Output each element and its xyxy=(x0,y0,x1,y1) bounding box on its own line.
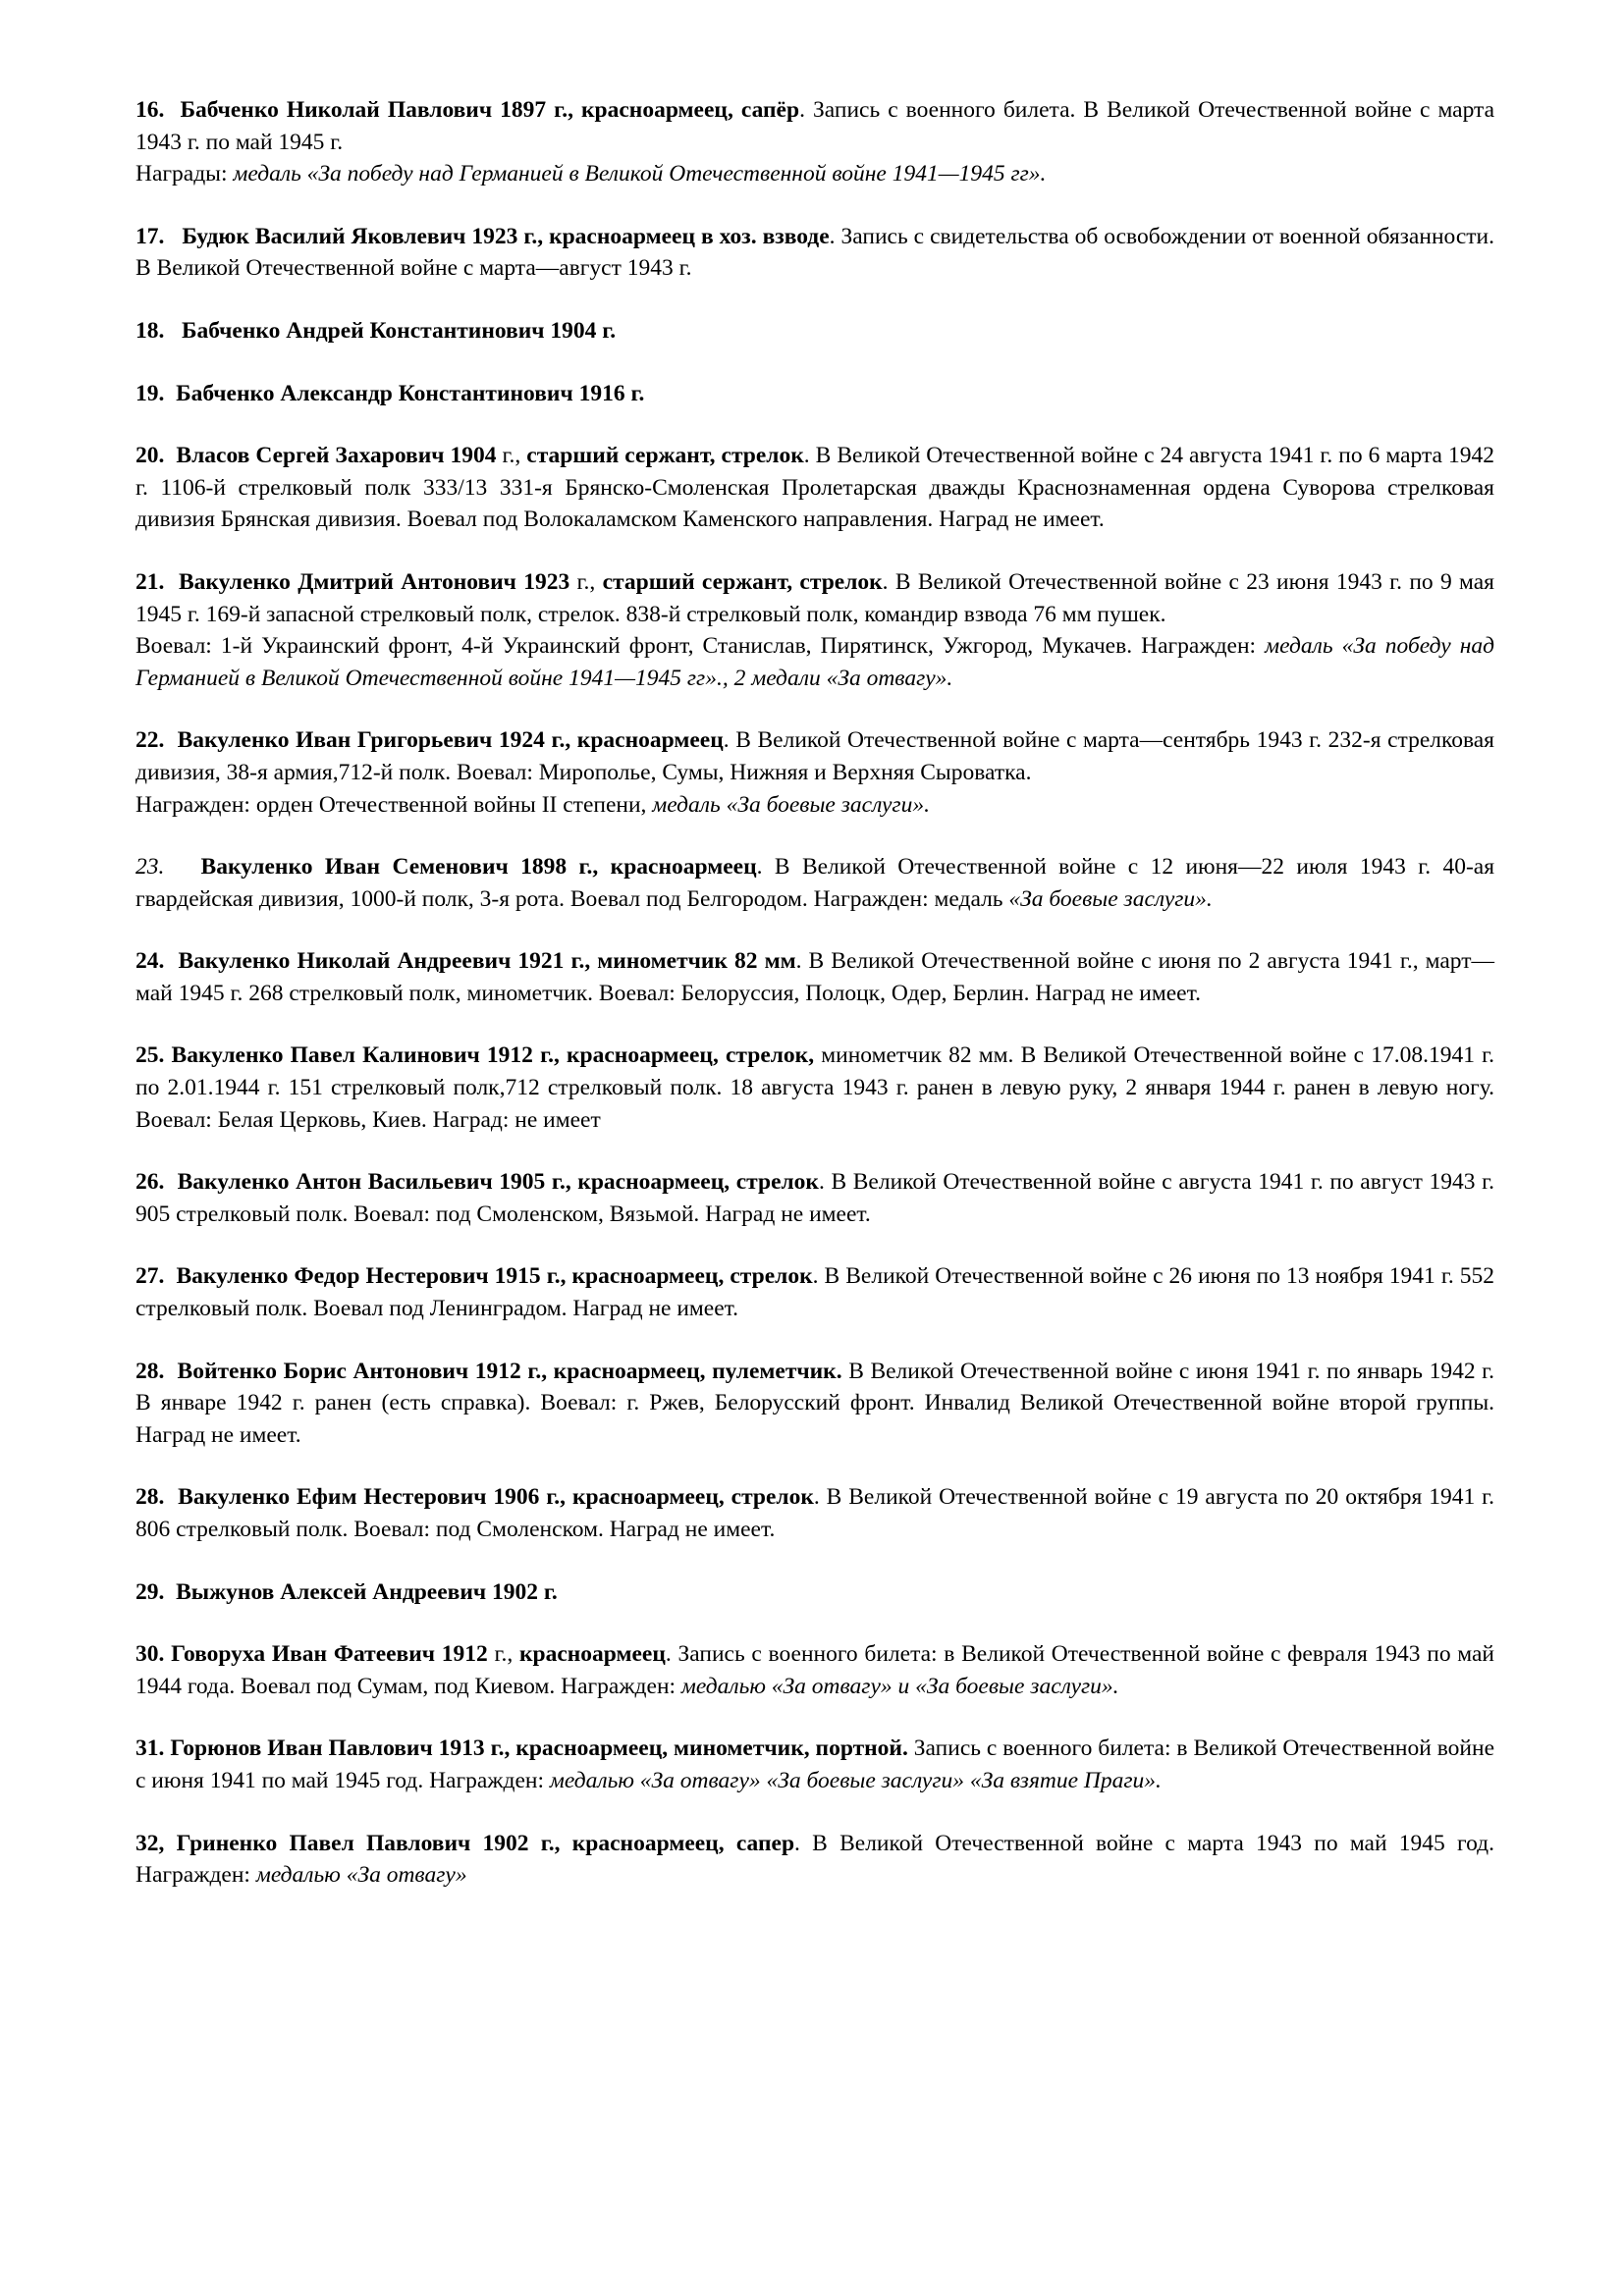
entry-21 xyxy=(135,566,1494,694)
entry-body: . В Великой Отечественной войне с 24 августа 1941 г. по 6 марта 1942 г. 1106-й стрелковый полк 333/13 331-я Брянско-Смоленская Пролетарская дважды Краснознаменная ордена Суворова стрелковая дивизия Брянская дивизия. Воевал под Волокаламском Каменского направления. Наград не имеет. xyxy=(135,443,1494,533)
entry-heading-plain: г., xyxy=(496,443,527,469)
entry-body: минометчик 82 мм. В Великой Отечественной войне с 17.08.1941 г. по 2.01.1944 г. 151 стрелковый полк,712 стрелковый полк. 18 августа 1943 г. ранен в левую руку, 2 января 1944 г. ранен в левую ногу. Воевал: Белая Церковь, Киев. Наград: не имеет xyxy=(135,1042,1495,1133)
entry-number: 21. xyxy=(135,568,165,595)
entry-27 xyxy=(135,1260,1494,1324)
entry-body: . В Великой Отечественной войне с 19 августа по 20 октября 1941 г. 806 стрелковый полк. Воевал: под Смоленском. Наград не имеет. xyxy=(135,1484,1494,1542)
entry-number: 18. xyxy=(135,317,165,344)
entry-23 xyxy=(135,851,1494,915)
entry-text xyxy=(135,1356,1494,1452)
entry-heading-rank: старший сержант, стрелок xyxy=(526,443,804,469)
entry-24 xyxy=(135,945,1494,1009)
entry-body: . Запись с военного билета: в Великой Отечественной войне с февраля 1943 по май 1944 года. Воевал под Сумам, под Киевом. Награжден: xyxy=(135,1641,1495,1699)
entry-heading: Войтенко Борис Антонович 1912 г., красноармеец, пулеметчик. xyxy=(177,1358,842,1384)
entry-19 xyxy=(135,378,1494,410)
entry-body: . Запись с свидетельства об освобождении от военной обязанности. В Великой Отечественной войне с марта—август 1943 г. xyxy=(135,223,1495,282)
entry-17 xyxy=(135,221,1494,285)
entry-heading: Говоруха Иван Фатеевич 1912 xyxy=(171,1641,488,1668)
entry-16 xyxy=(135,94,1494,190)
entry-heading: Выжунов Алексей Андреевич 1902 г. xyxy=(176,1578,558,1605)
entry-heading: Бабченко Андрей Константинович 1904 г. xyxy=(182,317,617,344)
entry-body-italic: медалью «За отвагу» и «За боевые заслуги». xyxy=(680,1673,1119,1699)
entry-body: . Запись с военного билета. В Великой Отечественной войне с марта 1943 г. по май 1945 г. xyxy=(135,97,1495,155)
award-label: Воевал: 1-й Украинский фронт, 4-й Украинский фронт, Станислав, Пирятинск, Ужгород, Мукачев. Награжден: xyxy=(135,633,1266,660)
entry-number: 19. xyxy=(135,380,165,406)
entry-number: 16. xyxy=(135,97,165,123)
entry-text xyxy=(135,378,1494,410)
entry-number: 27. xyxy=(135,1263,165,1290)
entry-30 xyxy=(135,1638,1494,1702)
entry-awards xyxy=(135,789,1494,822)
entry-body: . В Великой Отечественной войне с 26 июня по 13 ноября 1941 г. 552 стрелковый полк. Воевал под Ленинградом. Наград не имеет. xyxy=(135,1263,1494,1322)
entry-heading: Бабченко Николай Павлович 1897 г., красноармеец, сапёр xyxy=(180,97,800,123)
entry-number: 24. xyxy=(135,948,165,975)
entry-29 xyxy=(135,1576,1494,1609)
entry-number: 32, xyxy=(135,1830,165,1856)
entry-body: . В Великой Отечественной войне с августа 1941 г. по август 1943 г. 905 стрелковый полк. Воевал: под Смоленском, Вязьмой. Наград не имеет. xyxy=(135,1169,1494,1227)
entry-22 xyxy=(135,724,1494,821)
entry-text xyxy=(135,221,1494,285)
entry-number: 20. xyxy=(135,443,165,469)
entry-heading: Горюнов Иван Павлович 1913 г., красноармеец, минометчик, портной. xyxy=(170,1735,908,1762)
entry-heading: Вакуленко Федор Нестерович 1915 г., красноармеец, стрелок xyxy=(176,1263,813,1290)
entry-text xyxy=(135,724,1494,788)
entry-text xyxy=(135,315,1494,347)
entry-body-italic: «За боевые заслуги». xyxy=(1008,885,1213,912)
entry-heading: Вакуленко Дмитрий Антонович 1923 xyxy=(179,568,570,595)
entry-number: 30. xyxy=(135,1641,165,1668)
award-label: Награды: xyxy=(135,161,234,187)
entry-body-italic: медалью «За отвагу» «За боевые заслуги» «За взятие Праги». xyxy=(549,1767,1162,1793)
entry-body: . В Великой Отечественной войне с марта—сентябрь 1943 г. 232-я стрелковая дивизия, 38-я армия,712-й полк. Воевал: Мирополье, Сумы, Нижняя и Верхняя Сыроватка. xyxy=(135,727,1494,785)
entry-heading: Вакуленко Антон Васильевич 1905 г., красноармеец, стрелок xyxy=(177,1169,819,1196)
entry-number: 25. xyxy=(135,1042,165,1069)
entry-text xyxy=(135,1481,1494,1545)
entry-20 xyxy=(135,440,1494,536)
entry-number: 22. xyxy=(135,727,165,754)
entry-text xyxy=(135,566,1494,630)
entry-text xyxy=(135,1260,1494,1324)
award-italic: медаль «За победу над Германией в Великой Отечественной войне 1941—1945 гг». xyxy=(233,161,1047,187)
entry-heading: Власов Сергей Захарович 1904 xyxy=(176,443,497,469)
entry-31 xyxy=(135,1733,1494,1796)
entry-body: . В Великой Отечественной войне с марта 1943 по май 1945 год. Награжден: xyxy=(135,1830,1495,1889)
entry-number: 28. xyxy=(135,1358,165,1384)
entry-number: 26. xyxy=(135,1169,165,1196)
entry-body-italic: медалью «За отвагу» xyxy=(255,1862,467,1889)
award-italic: медаль «За победу над Германией в Великой Отечественной войне 1941—1945 гг»., 2 медали «За отвагу». xyxy=(135,633,1494,691)
entry-body: В Великой Отечественной войне с июня 1941 г. по январь 1942 г. В январе 1942 г. ранен (есть справка). Воевал: г. Ржев, Белорусский фронт. Инвалид Великой Отечественной войне второй группы. Наград не имеет. xyxy=(135,1358,1495,1448)
entry-text xyxy=(135,1828,1494,1892)
entry-body: . В Великой Отечественной войне с 12 июня—22 июля 1943 г. 40-ая гвардейская дивизия, 1000-й полк, 3-я рота. Воевал под Белгородом. Награжден: медаль xyxy=(135,854,1495,912)
entry-heading-plain: г., xyxy=(569,568,603,595)
entry-28a xyxy=(135,1356,1494,1452)
entry-text xyxy=(135,851,1494,915)
entry-heading-plain: г., xyxy=(487,1641,519,1668)
entry-awards xyxy=(135,158,1494,190)
entry-body: . В Великой Отечественной войне с июня по 2 августа 1941 г., март—май 1945 г. 268 стрелковый полк, минометчик. Воевал: Белоруссия, Полоцк, Одер, Берлин. Наград не имеет. xyxy=(135,948,1495,1006)
entry-heading: Вакуленко Николай Андреевич 1921 г., минометчик 82 мм xyxy=(178,948,796,975)
entry-heading: Бабченко Александр Константинович 1916 г. xyxy=(176,380,645,406)
entry-number: 31. xyxy=(135,1735,165,1762)
entry-heading: Вакуленко Иван Семенович 1898 г., красноармеец xyxy=(200,854,757,881)
entry-number: 23. xyxy=(135,854,165,881)
entry-text xyxy=(135,94,1494,158)
entry-number: 28. xyxy=(135,1484,165,1511)
entry-number: 17. xyxy=(135,223,165,249)
entry-body: . В Великой Отечественной войне с 23 июня 1943 г. по 9 мая 1945 г. 169-й запасной стрелковый полк, стрелок. 838-й стрелковый полк, командир взвода 76 мм пушек. xyxy=(135,568,1494,627)
entry-body: Запись с военного билета: в Великой Отечественной войне с июня 1941 по май 1945 год. Награжден: xyxy=(135,1735,1495,1793)
entry-heading: Вакуленко Павел Калинович 1912 г., красноармеец, стрелок, xyxy=(171,1042,815,1069)
entry-heading: Гриненко Павел Павлович 1902 г., красноармеец, сапер xyxy=(176,1830,795,1856)
entry-text xyxy=(135,1576,1494,1609)
entry-28b xyxy=(135,1481,1494,1545)
entry-heading-rank: красноармеец xyxy=(518,1641,666,1668)
entry-32 xyxy=(135,1828,1494,1892)
entry-awards xyxy=(135,630,1494,694)
entry-text xyxy=(135,1166,1494,1230)
entry-text xyxy=(135,1040,1494,1136)
entry-26 xyxy=(135,1166,1494,1230)
entry-text xyxy=(135,1638,1494,1702)
entry-heading: Вакуленко Ефим Нестерович 1906 г., красноармеец, стрелок xyxy=(178,1484,814,1511)
entry-text xyxy=(135,945,1494,1009)
entry-number: 29. xyxy=(135,1578,165,1605)
entry-heading-rank: старший сержант, стрелок xyxy=(602,568,883,595)
entry-text xyxy=(135,1733,1494,1796)
document-page xyxy=(135,94,1494,1922)
entry-heading: Вакуленко Иван Григорьевич 1924 г., красноармеец xyxy=(177,727,724,754)
entry-18 xyxy=(135,315,1494,347)
entry-heading: Будюк Василий Яковлевич 1923 г., красноармеец в хоз. взводе xyxy=(182,223,830,249)
entry-text xyxy=(135,440,1494,536)
award-italic: медаль «За боевые заслуги». xyxy=(652,791,930,818)
award-label: Награжден: орден Отечественной войны II степени, xyxy=(135,791,653,818)
entry-25 xyxy=(135,1040,1494,1136)
